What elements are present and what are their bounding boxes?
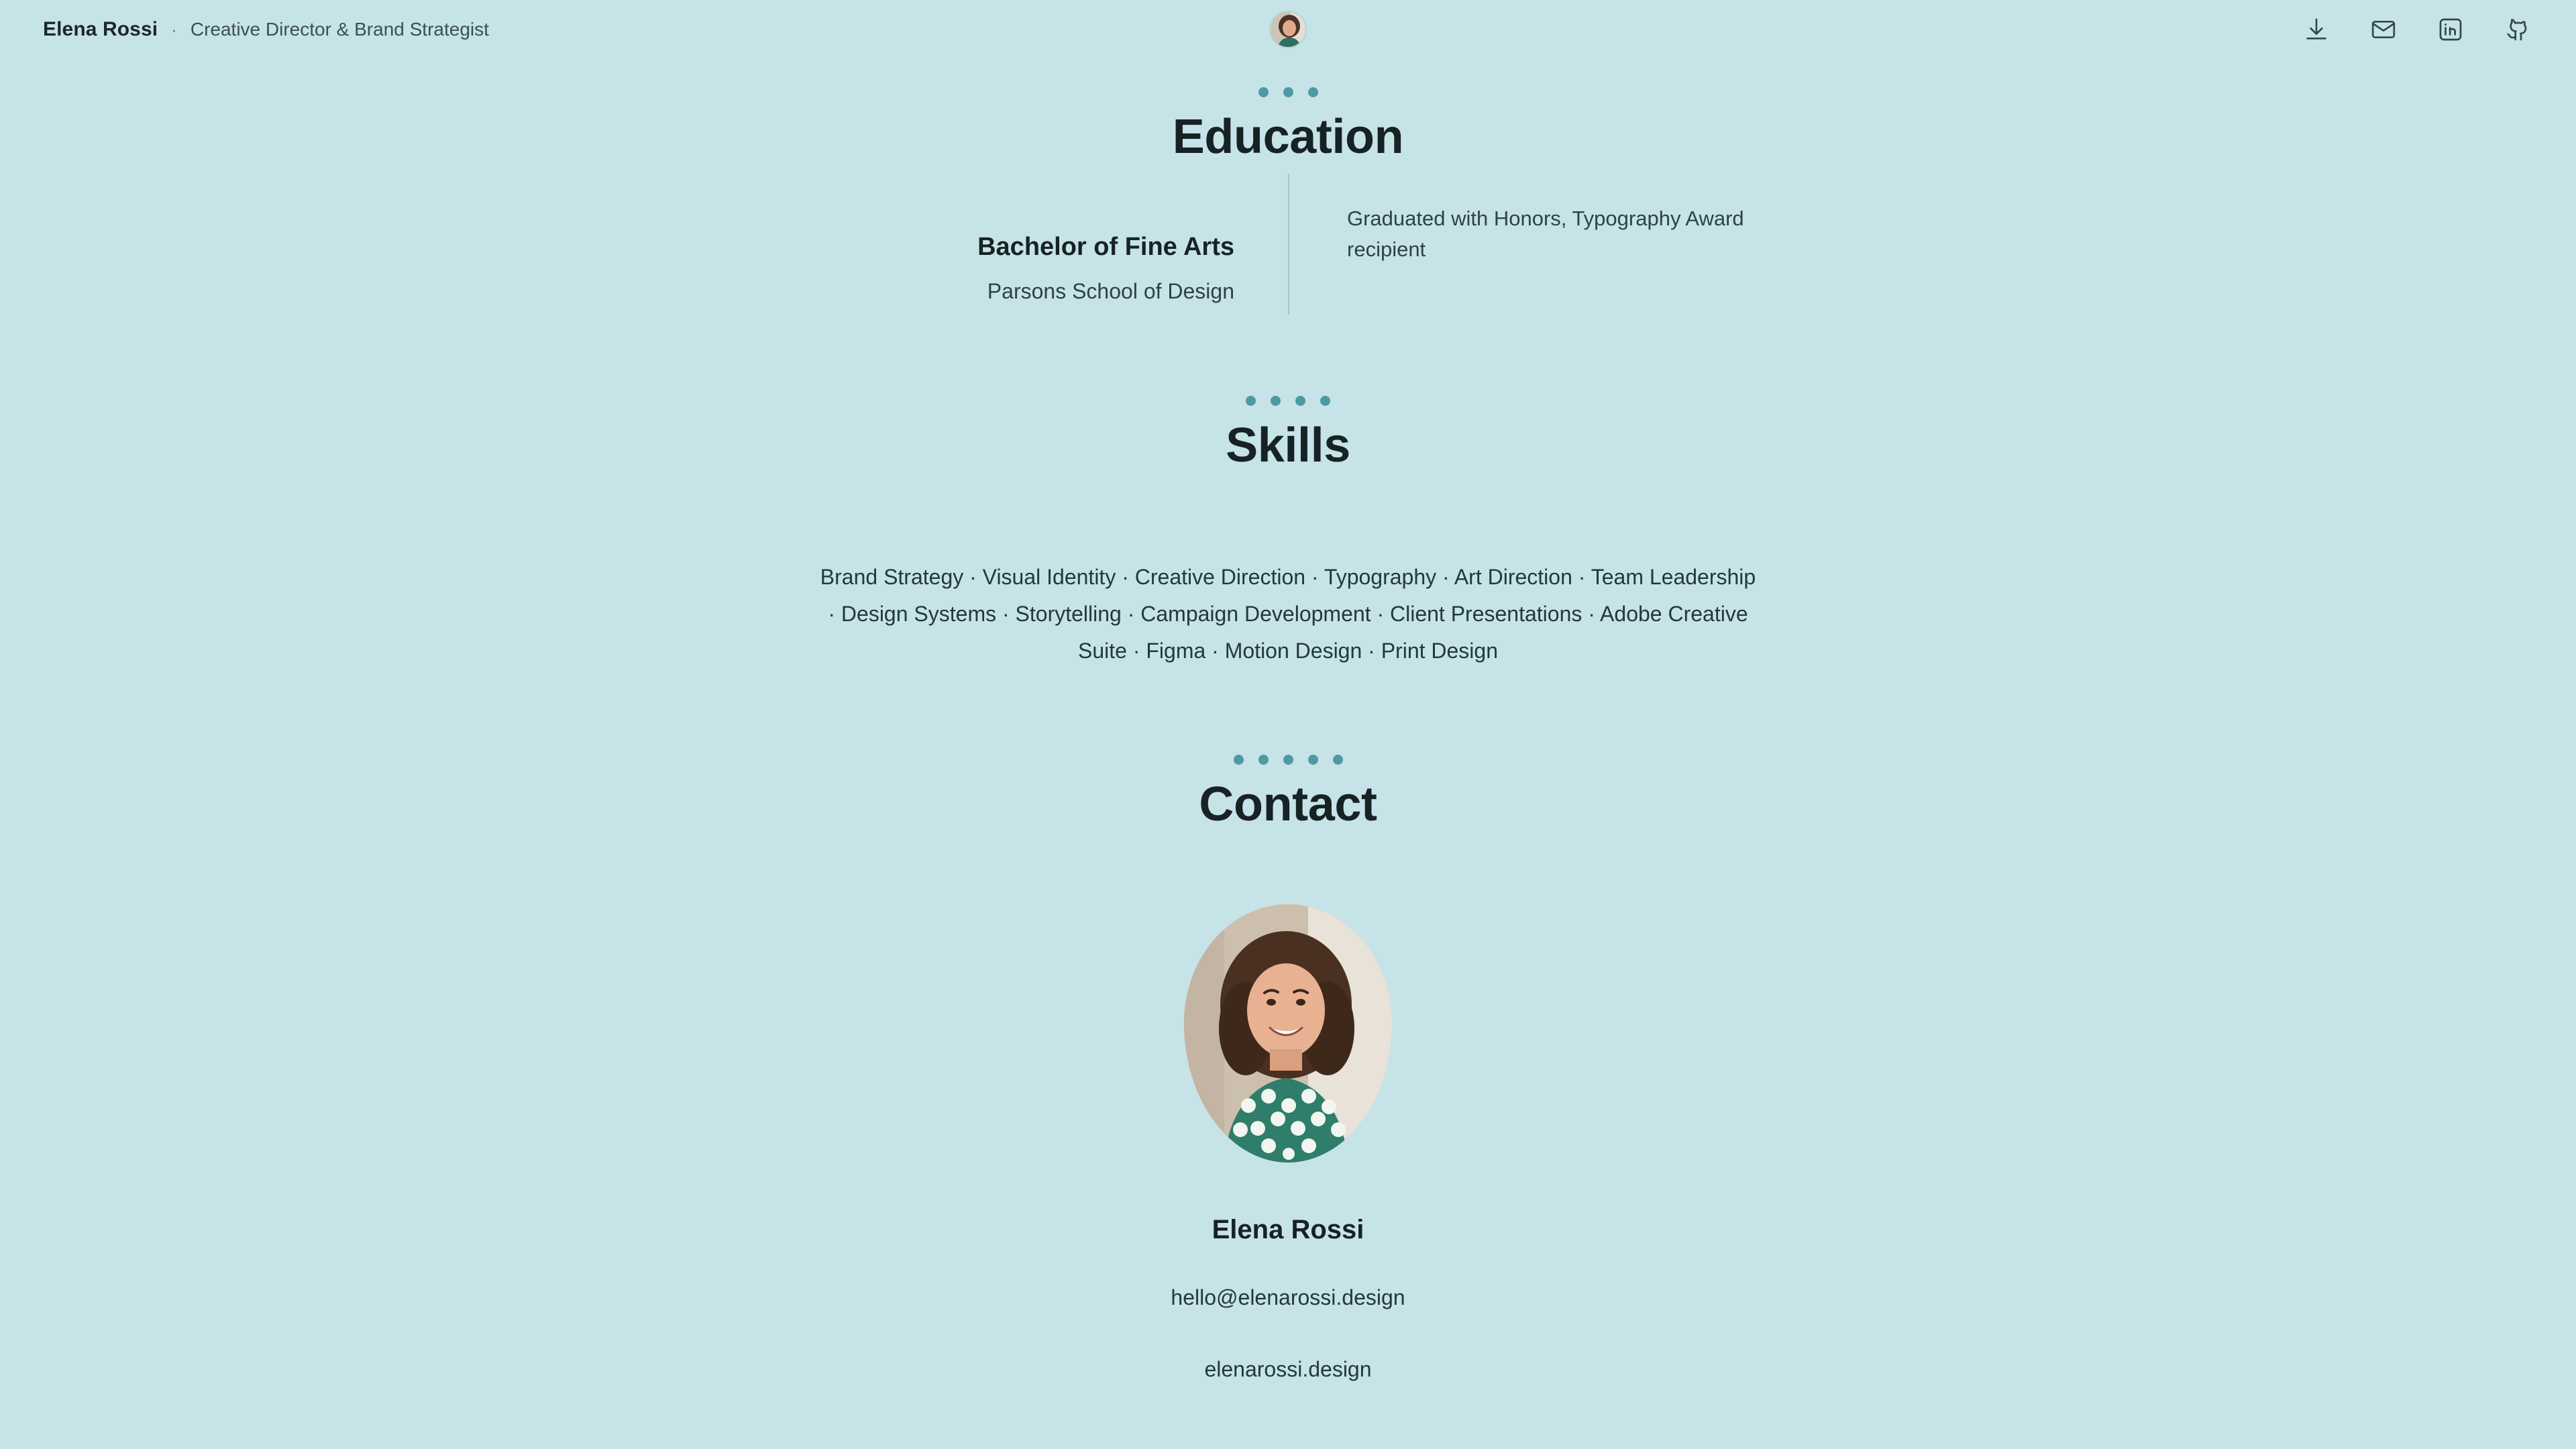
section-education	[0, 87, 2576, 304]
linkedin-icon[interactable]	[2435, 14, 2466, 45]
contact-head	[0, 755, 2576, 830]
top-bar	[0, 0, 2576, 59]
dot	[1283, 755, 1293, 765]
header-actions	[2301, 14, 2533, 45]
dot	[1295, 396, 1305, 406]
dot	[1271, 396, 1281, 406]
education-entry-left	[765, 203, 1288, 304]
skills-head	[0, 396, 2576, 472]
header-avatar-wrap	[1269, 11, 1307, 48]
contact-title: Contact	[1199, 777, 1377, 831]
education-school: Parsons School of Design	[987, 278, 1234, 303]
education-entry	[765, 203, 1811, 304]
dot	[1246, 396, 1256, 406]
dot	[1283, 87, 1293, 97]
dot	[1308, 87, 1318, 97]
dot	[1258, 755, 1269, 765]
education-head	[0, 87, 2576, 163]
education-entry-right	[1288, 203, 1811, 304]
section-skills	[0, 396, 2576, 669]
contact-email[interactable]	[0, 1285, 2576, 1310]
education-divider	[1288, 174, 1289, 315]
github-icon[interactable]	[2502, 14, 2533, 45]
dot	[1258, 87, 1269, 97]
education-dots	[0, 87, 2576, 97]
education-note: Graduated with Honors, Typography Award recipient	[1347, 206, 1744, 262]
brand-separator: ·	[171, 19, 177, 40]
skills-list: Brand Strategy · Visual Identity · Creative Direction · Typography · Art Direction · Team Leadership · Design Systems · Storytelling · Campaign Development · Client Presentations · Adobe Creative Suite · Figma · Motion Design · Print Design	[820, 564, 1756, 663]
email-icon[interactable]	[2368, 14, 2399, 45]
education-title: Education	[1172, 110, 1404, 164]
brand-name: Elena Rossi	[43, 18, 158, 40]
dot	[1320, 396, 1330, 406]
avatar	[1269, 11, 1307, 48]
contact-email-link[interactable]: hello@elenarossi.design	[1171, 1285, 1405, 1309]
section-contact	[0, 755, 2576, 1382]
dot	[1234, 755, 1244, 765]
dot	[1308, 755, 1318, 765]
contact-website[interactable]	[0, 1357, 2576, 1382]
skills-title: Skills	[1226, 419, 1350, 472]
portrait-photo	[1184, 904, 1392, 1163]
contact-body	[0, 904, 2576, 1382]
brand-role: Creative Director & Brand Strategist	[190, 19, 489, 40]
dot	[1333, 755, 1343, 765]
contact-name: Elena Rossi	[1212, 1214, 1364, 1244]
education-degree: Bachelor of Fine Arts	[977, 232, 1234, 261]
brand	[43, 18, 489, 41]
contact-dots	[0, 755, 2576, 765]
download-icon[interactable]	[2301, 14, 2332, 45]
contact-website-link[interactable]: elenarossi.design	[1204, 1356, 1372, 1381]
skills-dots	[0, 396, 2576, 406]
